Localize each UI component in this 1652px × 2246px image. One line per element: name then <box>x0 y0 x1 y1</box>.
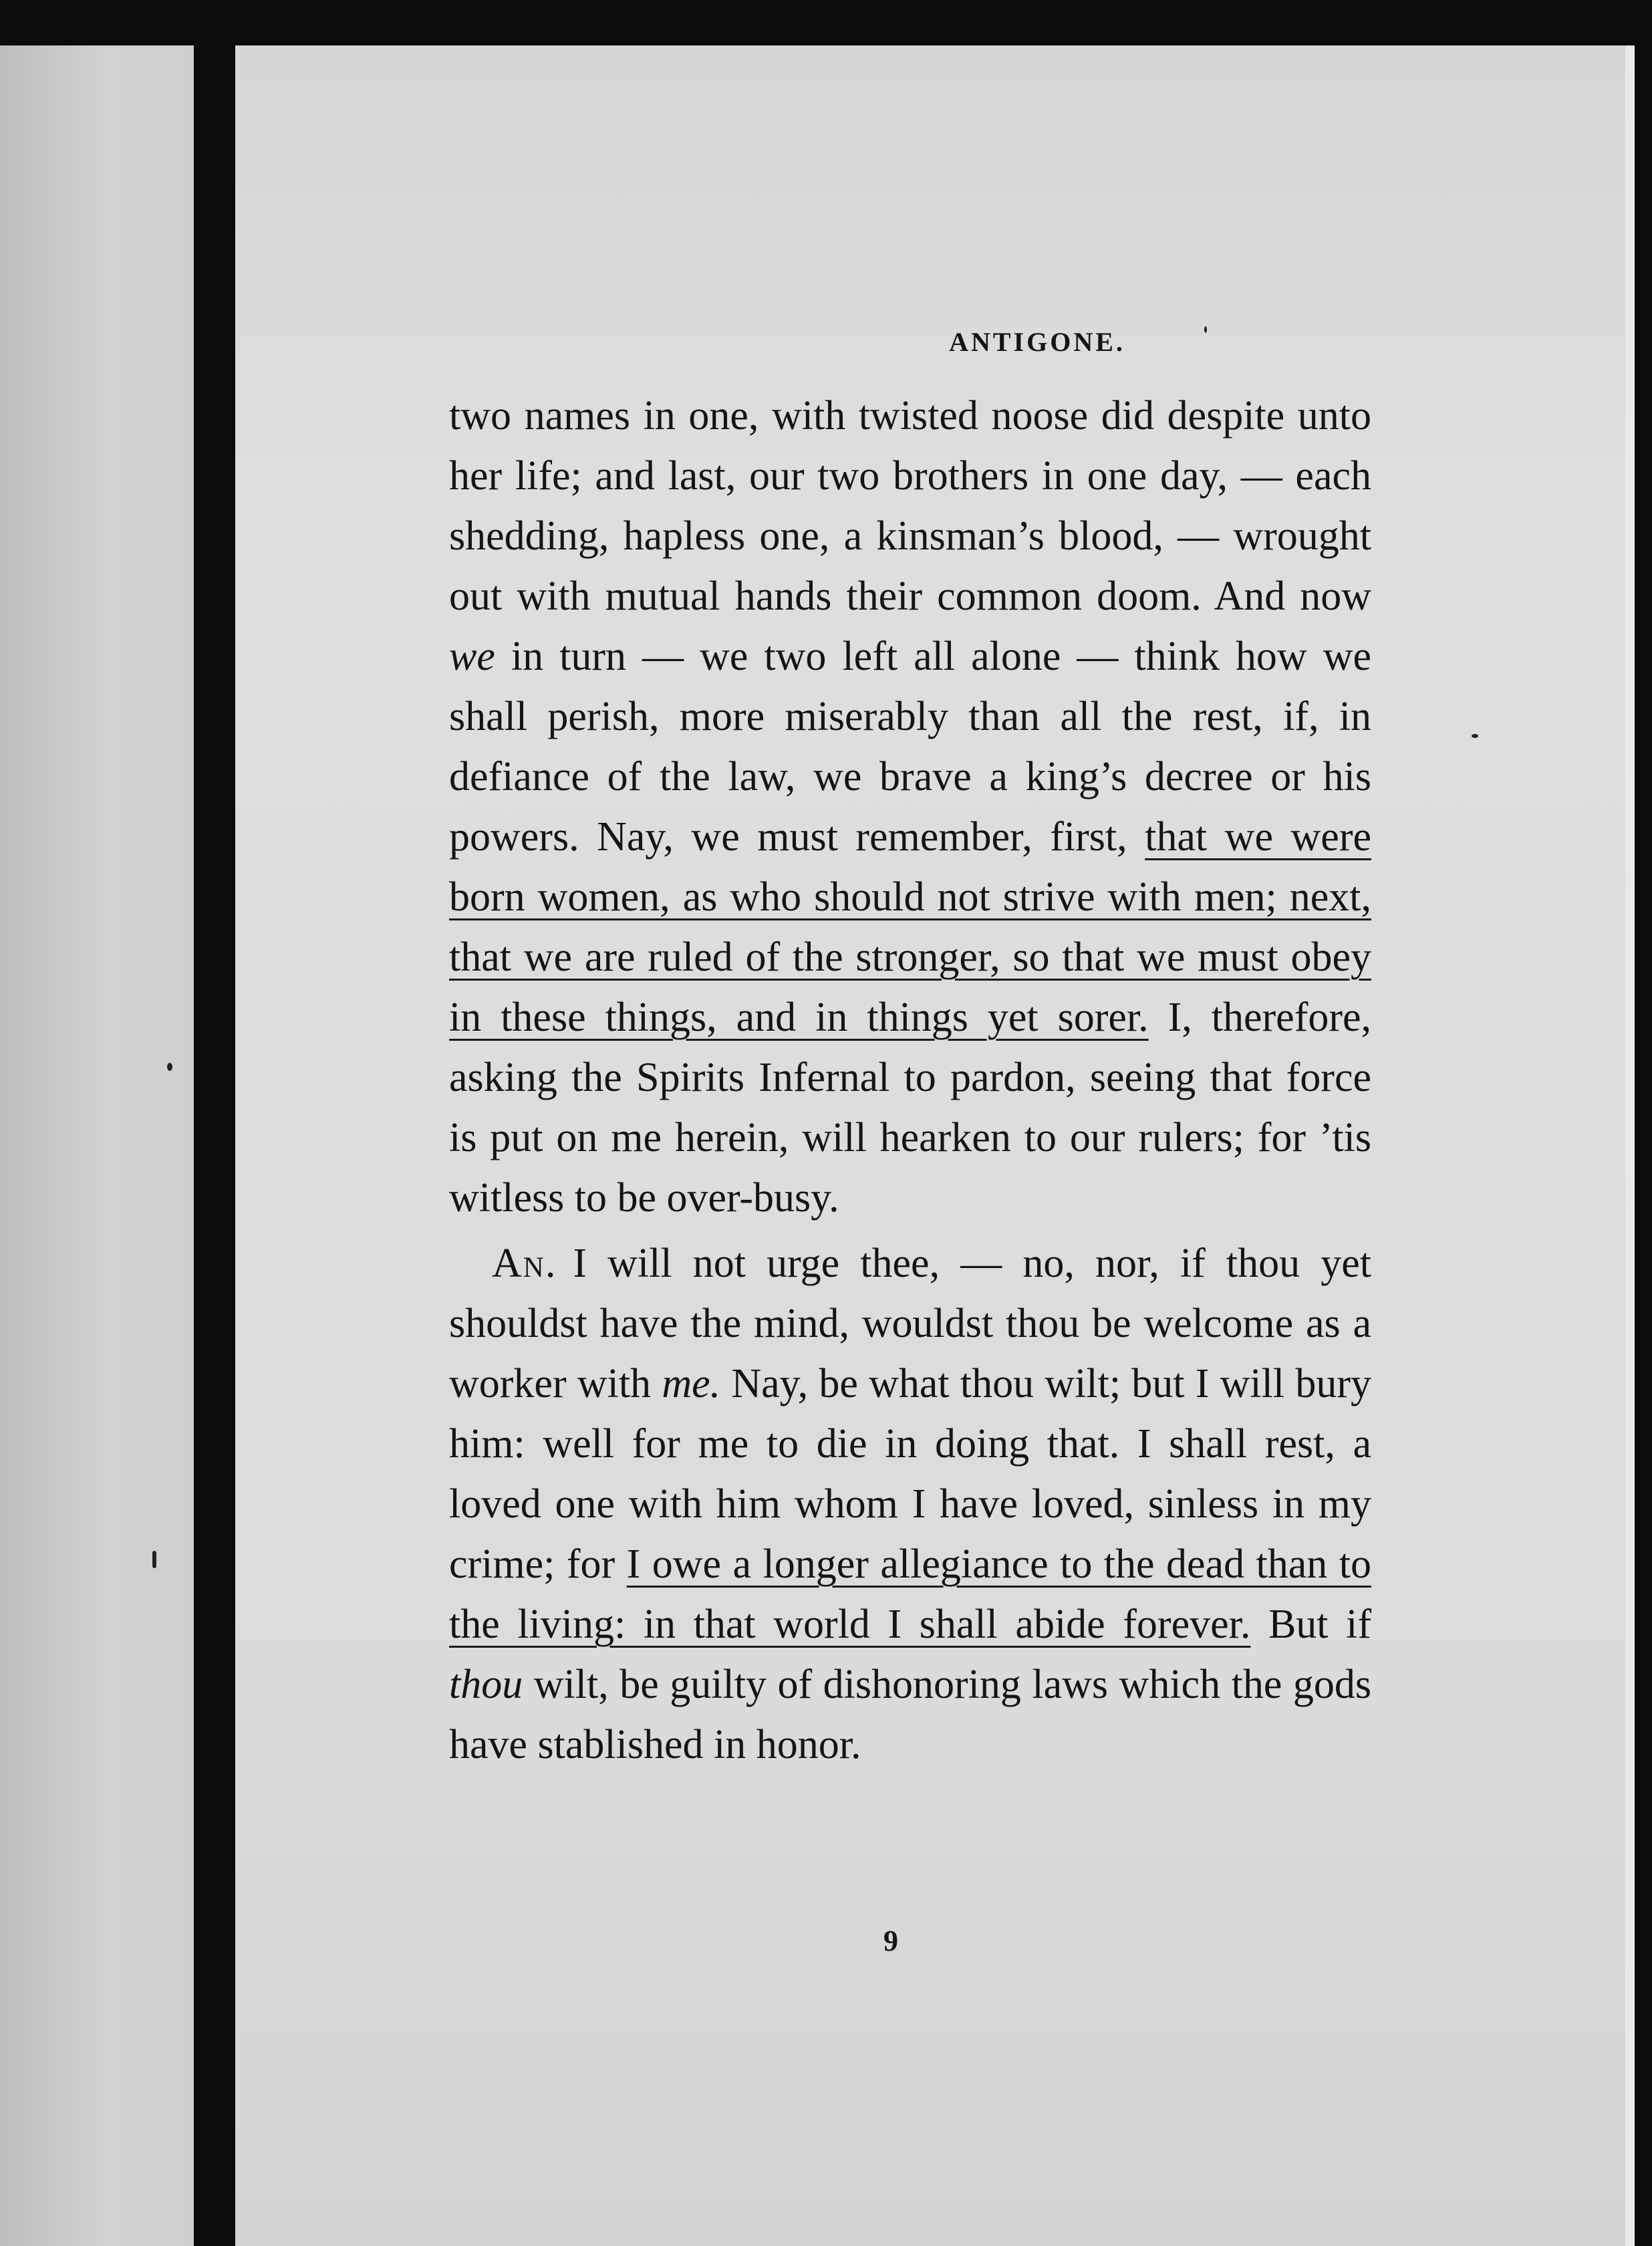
paragraph-ismene <box>449 386 1371 1228</box>
text-run: wilt, be guilty of dishonoring laws which the gods have stablished in honor. <box>449 1662 1371 1767</box>
text-run: I will not urge thee, — no, nor, if thou yet shouldst have the mind, wouldst thou be welcome as a worker with <box>449 1241 1371 1406</box>
underlined-passage: I owe a longer allegiance to the dead than to the living: in that world I shall abide forever. <box>449 1541 1371 1647</box>
scan-speck <box>167 1063 172 1071</box>
speaker-label: An. <box>492 1241 557 1286</box>
paragraph-antigone <box>449 1233 1371 1775</box>
text-run: in turn — we two left all alone — think how we shall perish, more miserably than all the rest, if, in defiance of the law, we brave a king’s decree or his powers. Nay, we must remember, first, <box>449 634 1371 860</box>
facing-page-edge <box>0 45 194 2246</box>
text-run: two names in one, with twisted noose did despite unto her life; and last, our two brothers in one day, — each shedding, hapless one, a kinsman’s blood, — wrought out with mutual hands their common doom. And now <box>449 393 1371 619</box>
page-content <box>449 326 1612 1775</box>
underlined-passage: that we were born women, as who should not strive with men; next, that we are ruled of the stronger, so that we must obey in these things, and in things yet sorer. <box>449 814 1371 1040</box>
body-text <box>449 386 1371 1775</box>
text-run: But if <box>1250 1602 1371 1647</box>
scan-speck <box>1204 326 1207 333</box>
text-run: I, therefore, asking the Spirits Infernal to pardon, seeing that force is put on me herein, will hearken to our rulers; for ’tis witless to be over-busy. <box>449 995 1372 1221</box>
text-run: Nay, be what thou wilt; but I will bury him: well for me to die in doing that. I shall rest, a loved one with him whom I have loved, sinless in my crime; for <box>449 1361 1371 1587</box>
book-gutter <box>194 45 235 2246</box>
italic-word: we <box>449 634 495 679</box>
scan-speck <box>1472 734 1478 738</box>
running-head: ANTIGONE. <box>949 327 1125 357</box>
italic-word: thou <box>449 1662 523 1707</box>
italic-word: me. <box>662 1361 721 1406</box>
book-page <box>235 45 1635 2246</box>
scan-speck <box>152 1551 156 1568</box>
page-number: 9 <box>883 1924 898 1957</box>
